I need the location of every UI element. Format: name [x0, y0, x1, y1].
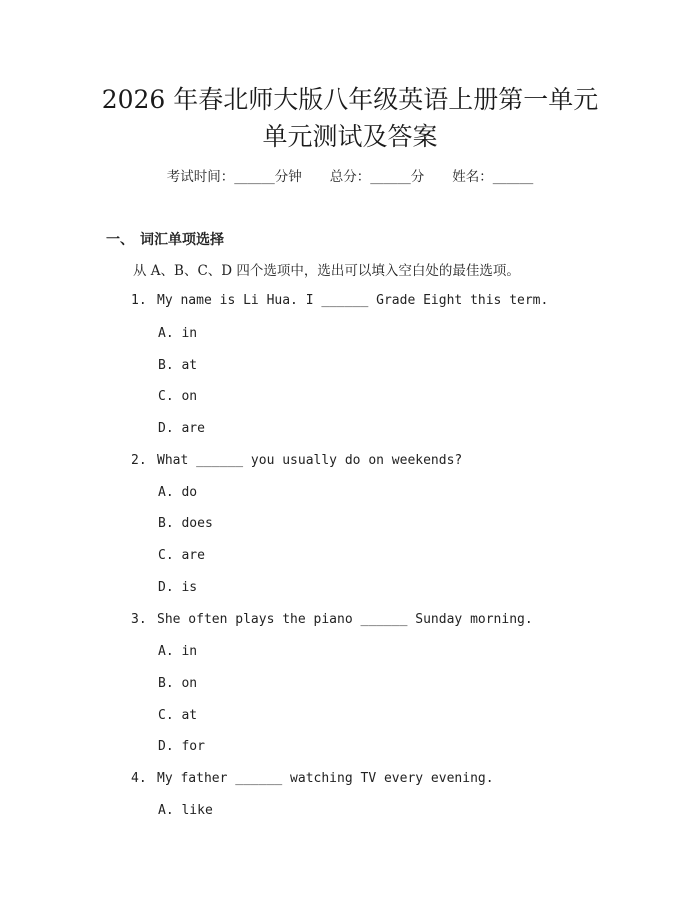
- question-2: [131, 453, 462, 468]
- question-3: [131, 612, 533, 627]
- exam-info: [0, 167, 700, 187]
- question-2-option-a: A. do: [158, 485, 198, 500]
- question-4: [131, 771, 494, 786]
- question-number: 3.: [131, 612, 147, 627]
- question-number: 4.: [131, 771, 147, 786]
- question-2-option-d: D. is: [158, 580, 198, 595]
- question-number: 2.: [131, 453, 147, 468]
- question-3-option-a: A. in: [158, 644, 198, 659]
- document-title-line-2: 单元测试及答案: [262, 122, 438, 151]
- question-number: 1.: [131, 293, 147, 308]
- document-title-line-1: 2026 年春北师大版八年级英语上册第一单元: [101, 85, 599, 114]
- section-title: 词汇单项选择: [140, 232, 224, 248]
- question-4-option-a: A. like: [158, 803, 213, 818]
- exam-time-field: 考试时间：______分钟: [166, 169, 302, 185]
- question-1-option-d: D. are: [158, 421, 205, 436]
- question-1: [131, 293, 548, 308]
- question-text: She often plays the piano ______ Sunday morning.: [157, 612, 533, 627]
- exam-name-field: 姓名：______: [452, 169, 534, 185]
- question-3-option-c: C. at: [158, 708, 198, 723]
- question-2-option-b: B. does: [158, 516, 213, 531]
- section-heading: [106, 229, 224, 249]
- exam-score-field: 总分：______分: [329, 169, 425, 185]
- question-1-option-b: B. at: [158, 358, 198, 373]
- question-text: My father ______ watching TV every evening.: [157, 771, 494, 786]
- question-text: My name is Li Hua. I ______ Grade Eight this term.: [157, 293, 549, 308]
- question-2-option-c: C. are: [158, 548, 205, 563]
- question-1-option-a: A. in: [158, 326, 198, 341]
- section-number: 一、: [106, 232, 134, 248]
- question-3-option-b: B. on: [158, 676, 198, 691]
- question-3-option-d: D. for: [158, 739, 205, 754]
- section-instruction: 从 A、B、C、D 四个选项中，选出可以填入空白处的最佳选项。: [133, 263, 520, 279]
- question-text: What ______ you usually do on weekends?: [157, 453, 463, 468]
- question-1-option-c: C. on: [158, 389, 198, 404]
